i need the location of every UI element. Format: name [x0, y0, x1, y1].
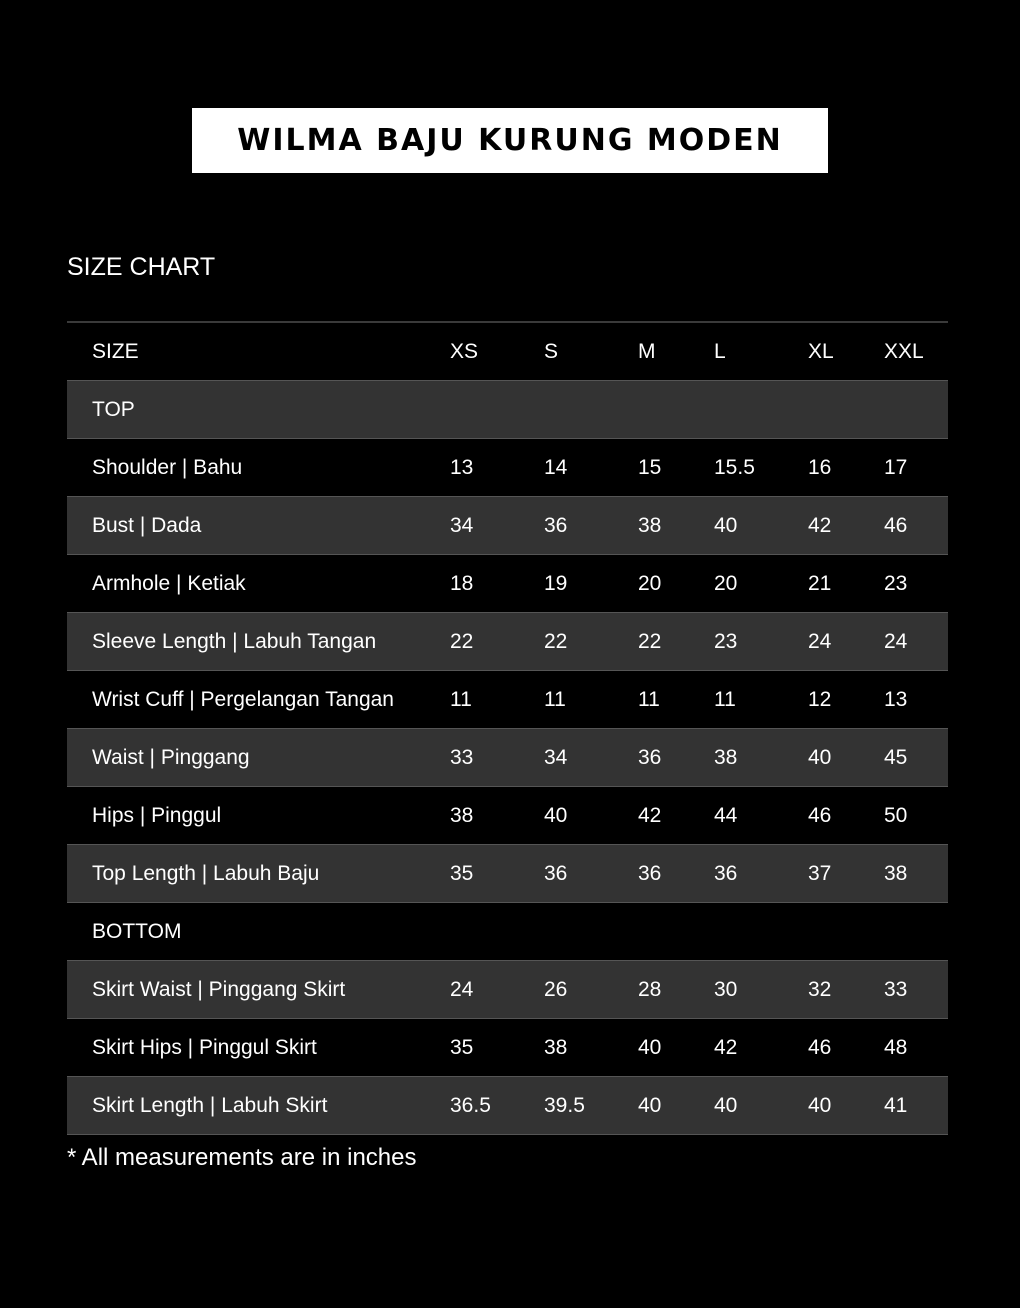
- row-label: Waist | Pinggang: [92, 746, 250, 769]
- value-xs: 35: [450, 1036, 474, 1059]
- value-xs: 35: [450, 862, 474, 885]
- value-s: 38: [544, 1036, 568, 1059]
- header-size-label: SIZE: [92, 340, 139, 363]
- value-s: 34: [544, 746, 568, 769]
- value-m: 15: [638, 456, 662, 479]
- value-xs: 24: [450, 978, 474, 1001]
- value-xl: 40: [808, 746, 832, 769]
- value-s: 14: [544, 456, 568, 479]
- value-xs: 34: [450, 514, 474, 537]
- page-title: WILMA BAJU KURUNG MODEN: [237, 123, 783, 158]
- value-l: 11: [714, 688, 736, 711]
- value-s: 26: [544, 978, 568, 1001]
- section-top-row: [67, 381, 948, 439]
- size-chart-table: [67, 321, 948, 1135]
- value-xl: 12: [808, 688, 832, 711]
- value-m: 38: [638, 514, 662, 537]
- row-label: Skirt Hips | Pinggul Skirt: [92, 1036, 317, 1059]
- section-bottom-label: BOTTOM: [92, 920, 182, 943]
- value-l: 40: [714, 514, 738, 537]
- table-row: [67, 613, 948, 671]
- row-label: Shoulder | Bahu: [92, 456, 243, 479]
- value-l: 36: [714, 862, 738, 885]
- value-xxl: 33: [884, 978, 908, 1001]
- value-xxl: 48: [884, 1036, 908, 1059]
- row-label: Skirt Waist | Pinggang Skirt: [92, 978, 346, 1001]
- value-s: 36: [544, 514, 568, 537]
- value-m: 40: [638, 1094, 662, 1117]
- table-row: [67, 1019, 948, 1077]
- value-m: 40: [638, 1036, 662, 1059]
- row-label: Sleeve Length | Labuh Tangan: [92, 630, 377, 653]
- value-l: 30: [714, 978, 738, 1001]
- header-size-xxl: XXL: [884, 340, 924, 363]
- measurement-footnote: * All measurements are in inches: [67, 1144, 417, 1171]
- table-row: [67, 1077, 948, 1135]
- value-m: 36: [638, 746, 662, 769]
- section-bottom-row: [67, 903, 948, 961]
- value-xxl: 24: [884, 630, 908, 653]
- value-xxl: 13: [884, 688, 908, 711]
- value-m: 28: [638, 978, 662, 1001]
- value-l: 15.5: [714, 456, 755, 479]
- value-s: 36: [544, 862, 568, 885]
- header-size-xl: XL: [808, 340, 834, 363]
- value-m: 11: [638, 688, 660, 711]
- value-xxl: 17: [884, 456, 908, 479]
- value-l: 20: [714, 572, 738, 595]
- row-label: Top Length | Labuh Baju: [92, 862, 320, 885]
- value-xl: 46: [808, 804, 832, 827]
- value-xs: 13: [450, 456, 474, 479]
- header-size-xs: XS: [450, 340, 479, 363]
- value-xl: 40: [808, 1094, 832, 1117]
- table-row: [67, 555, 948, 613]
- value-l: 44: [714, 804, 738, 827]
- row-label: Skirt Length | Labuh Skirt: [92, 1094, 328, 1117]
- row-label: Bust | Dada: [92, 514, 202, 537]
- value-xl: 21: [808, 572, 832, 595]
- table-row: [67, 787, 948, 845]
- value-xl: 16: [808, 456, 832, 479]
- title-banner: [192, 108, 828, 173]
- value-xs: 22: [450, 630, 474, 653]
- value-xs: 33: [450, 746, 474, 769]
- value-xs: 18: [450, 572, 474, 595]
- value-xxl: 50: [884, 804, 908, 827]
- value-xl: 42: [808, 514, 832, 537]
- value-m: 22: [638, 630, 662, 653]
- table-row: [67, 671, 948, 729]
- value-s: 19: [544, 572, 568, 595]
- value-m: 20: [638, 572, 662, 595]
- section-top-label: TOP: [92, 398, 135, 421]
- value-xxl: 38: [884, 862, 908, 885]
- value-xs: 36.5: [450, 1094, 491, 1117]
- header-size-m: M: [638, 340, 656, 363]
- value-l: 40: [714, 1094, 738, 1117]
- row-label: Armhole | Ketiak: [92, 572, 246, 595]
- value-s: 11: [544, 688, 566, 711]
- value-xl: 32: [808, 978, 832, 1001]
- table-row: [67, 729, 948, 787]
- value-l: 23: [714, 630, 738, 653]
- row-label: Hips | Pinggul: [92, 804, 222, 827]
- table-row: [67, 439, 948, 497]
- value-xs: 38: [450, 804, 474, 827]
- table-header-row: [67, 323, 948, 381]
- value-xxl: 23: [884, 572, 908, 595]
- value-s: 40: [544, 804, 568, 827]
- value-m: 42: [638, 804, 662, 827]
- value-s: 22: [544, 630, 568, 653]
- value-xxl: 46: [884, 514, 908, 537]
- value-m: 36: [638, 862, 662, 885]
- value-xl: 46: [808, 1036, 832, 1059]
- value-xxl: 41: [884, 1094, 908, 1117]
- table-row: [67, 497, 948, 555]
- header-size-s: S: [544, 340, 559, 363]
- table-row: [67, 961, 948, 1019]
- row-label: Wrist Cuff | Pergelangan Tangan: [92, 688, 394, 711]
- table-row: [67, 845, 948, 903]
- size-chart-heading: SIZE CHART: [67, 253, 216, 281]
- value-xl: 24: [808, 630, 832, 653]
- header-size-l: L: [714, 340, 726, 363]
- value-xs: 11: [450, 688, 472, 711]
- value-s: 39.5: [544, 1094, 585, 1117]
- value-l: 42: [714, 1036, 738, 1059]
- value-xxl: 45: [884, 746, 908, 769]
- value-xl: 37: [808, 862, 832, 885]
- value-l: 38: [714, 746, 738, 769]
